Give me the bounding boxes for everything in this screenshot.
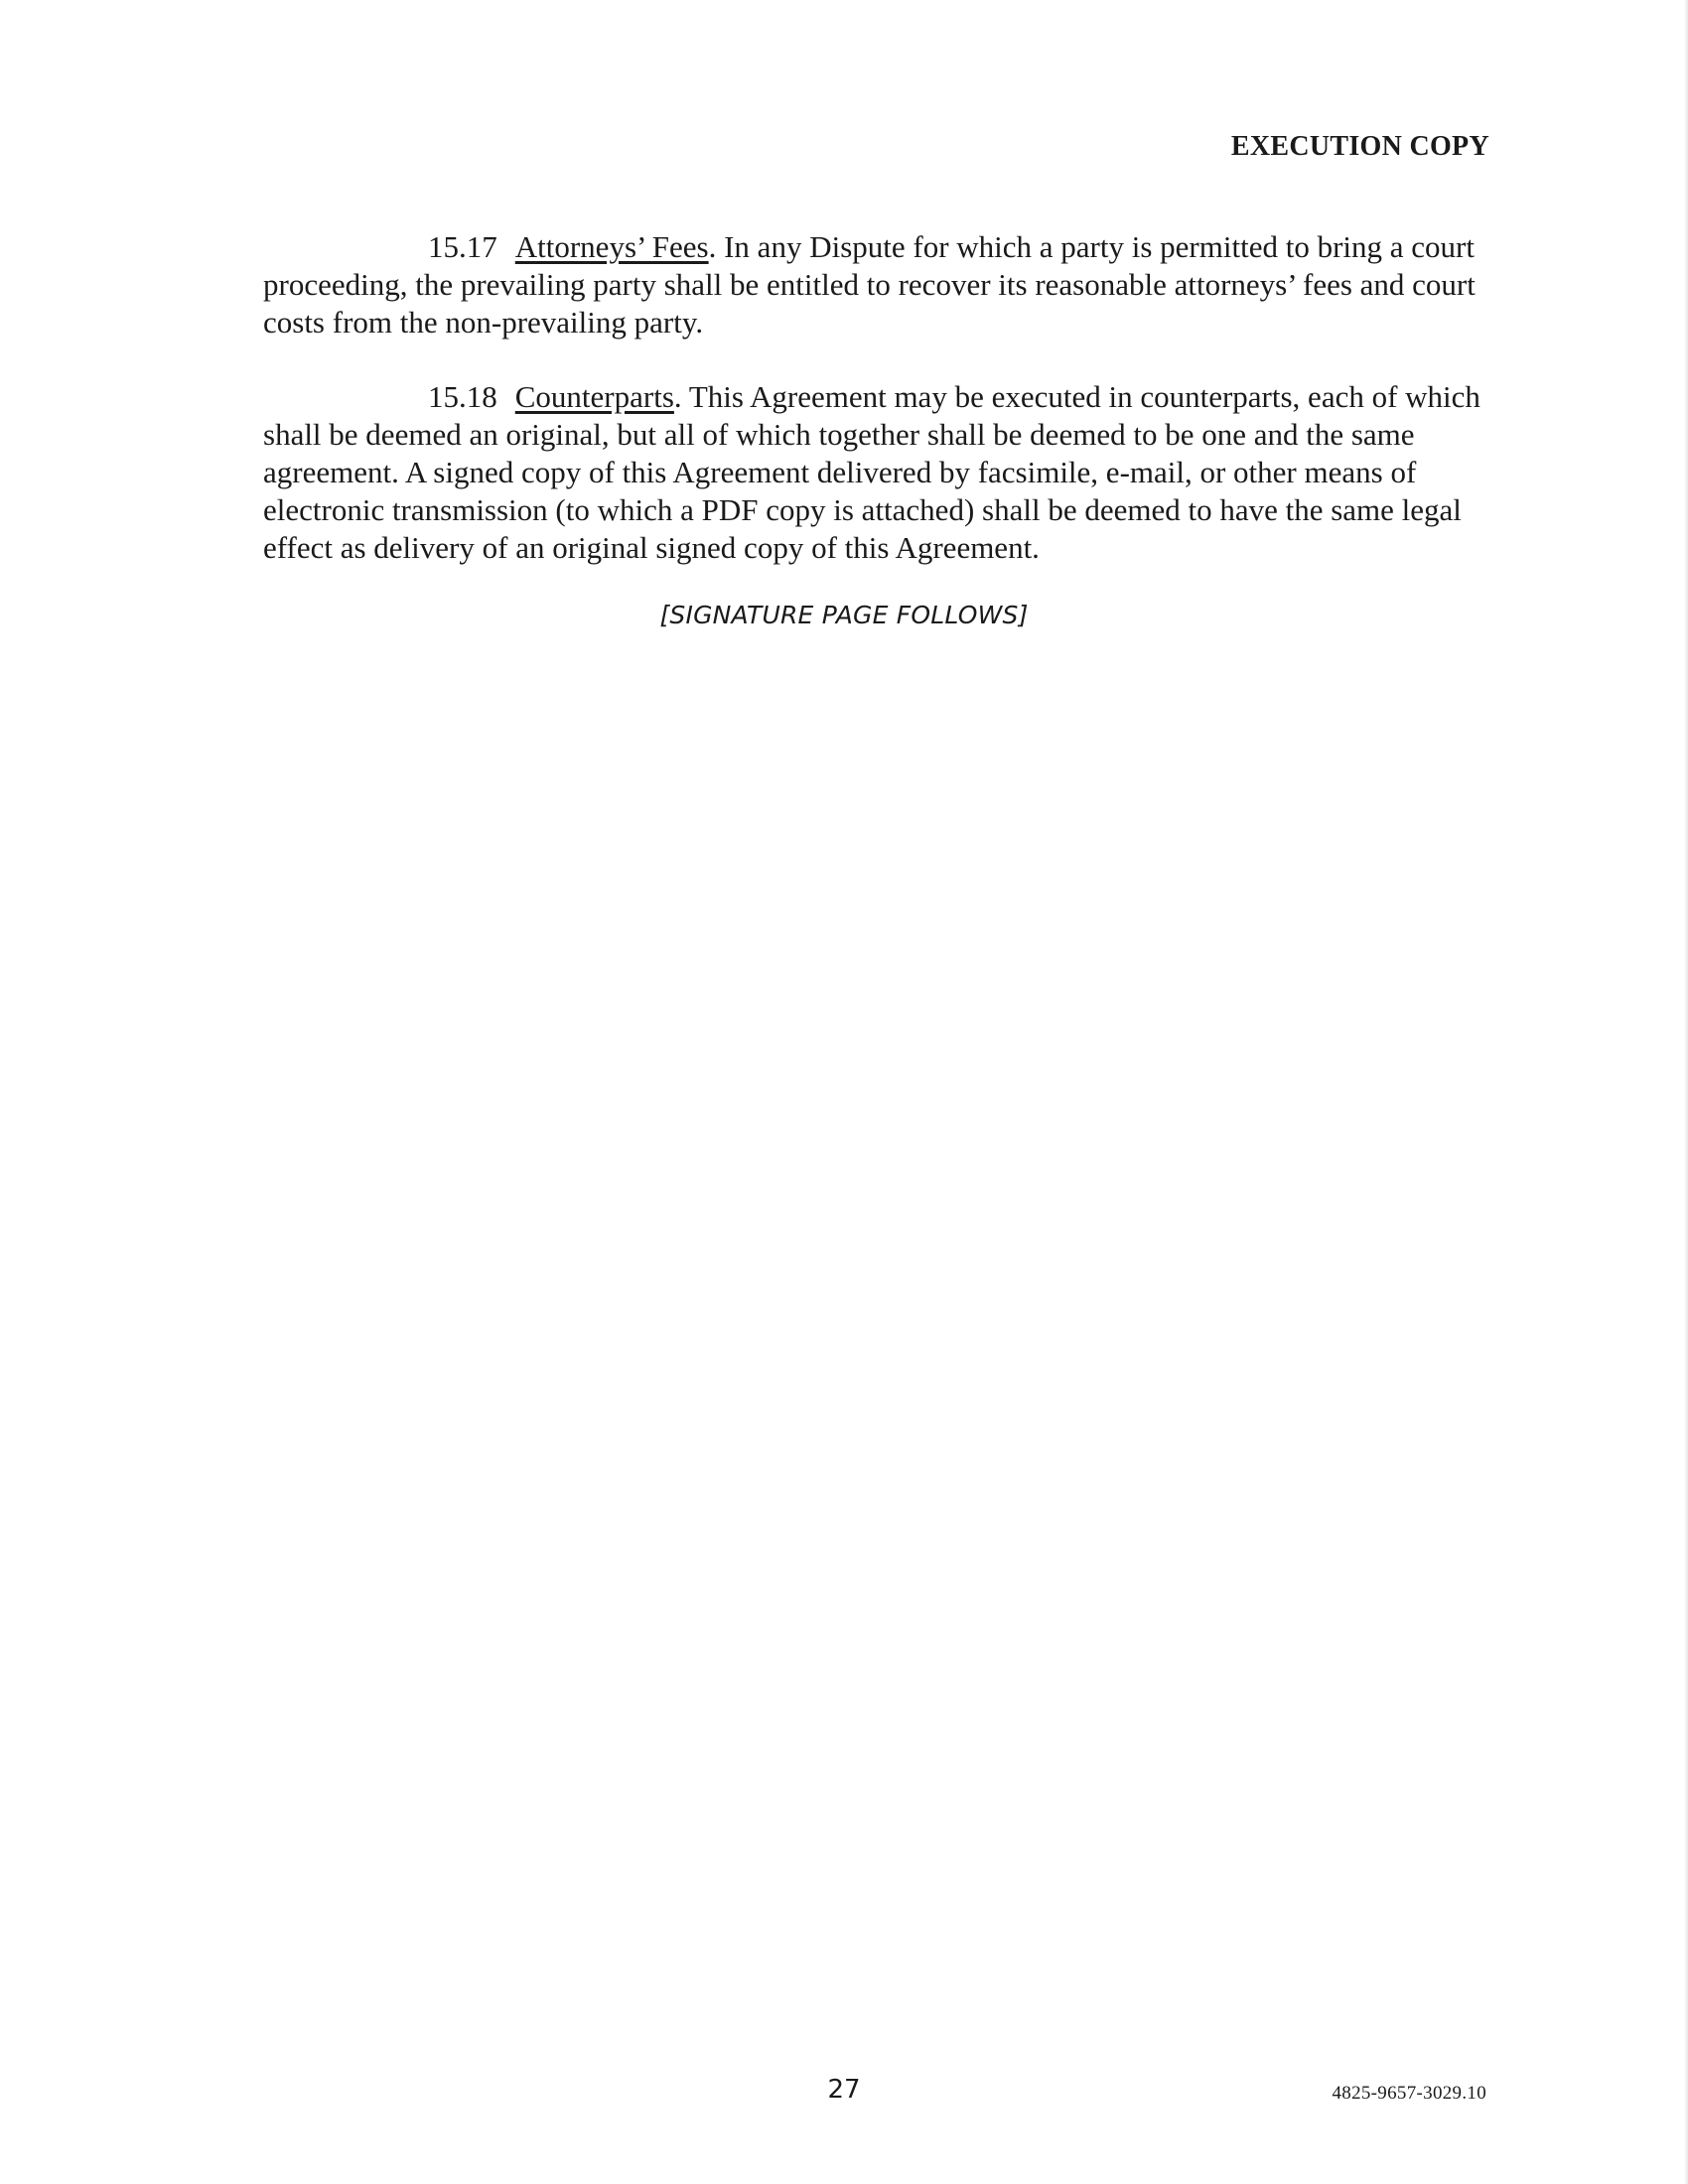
document-id: 4825-9657-3029.10: [1332, 2083, 1486, 2104]
section-number: 15.17: [428, 229, 497, 264]
execution-copy-header: EXECUTION COPY: [1230, 131, 1489, 162]
page-number: 27: [827, 2075, 861, 2105]
section-15-17: [263, 228, 1499, 341]
page-edge-shadow: [1684, 0, 1688, 2184]
section-title: Attorneys’ Fees: [514, 229, 709, 264]
section-text: . This Agreement may be executed in counterparts, each of which shall be deemed an original, but all of which together shall be deemed to be one and the same agreement. A signed copy of this Agreement delivered by facsimile, e-mail, or other means of electronic transmission (to which a PDF copy is attached) shall be deemed to have the same legal effect as delivery of an original signed copy of this Agreement.: [263, 379, 1480, 565]
section-15-18: [263, 378, 1499, 567]
document-body: [263, 228, 1499, 604]
signature-page-follows-notice: [SIGNATURE PAGE FOLLOWS]: [659, 601, 1029, 629]
section-number: 15.18: [428, 379, 497, 414]
section-title: Counterparts: [514, 379, 674, 414]
section-text: . In any Dispute for which a party is permitted to bring a court proceeding, the prevailing party shall be entitled to recover its reasonable attorneys’ fees and court costs from the non-prevailing party.: [263, 229, 1476, 340]
